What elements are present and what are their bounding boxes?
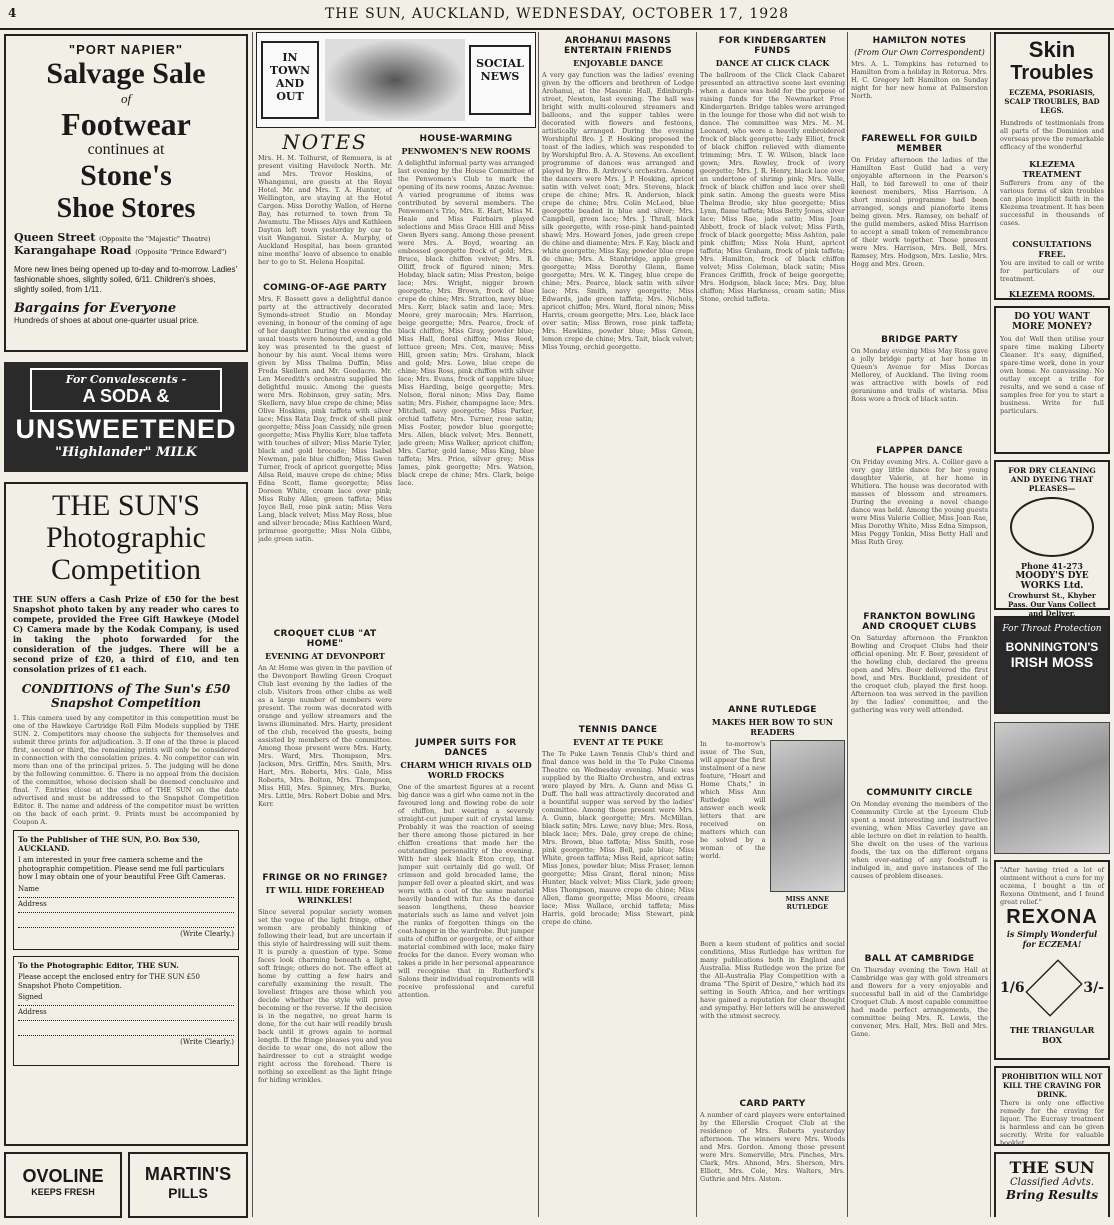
ad-headline: Troubles	[1010, 62, 1094, 84]
article-text: On Friday evening Mrs. A. Collier gave a very gay little dance for her young daughter Valerie, at her home in Whitiora. The house was decorated with masses of blossom and streamers. During the evening a novel change dance was held. Among the young guests were Miss Valerie Collier, Miss Joan Rae, Miss Dorothy White, Miss Edna Simpson, Miss Peggy Tonkin, Miss Betty Hall and Miss Ruth Grey.	[851, 458, 988, 546]
article-text: A very gay function was the ladies' evening given by the officers and brethren of Lodge Arohanui, at the Masonic Hall, Edinburgh-street, Newton, last evening. The hall was bright with multi-coloured streamers and balloons, and the supper tables were decorated with flowers and festoons, artistically arranged. During the evening Worshipful Bro. J. P. Hosking proposed the toast of the ladies, which was responded to by Worshipful Bro. A. A. Stevens. An excellent programme of dances was arranged and played by Bro. B. Ardrow's orchestra. Among the dancers were Mrs. J. P. Hosking, apricot satin with velvet coat; Mrs. Stevens, black crepe de chine; Mrs. R. Anderson, black crepe de chine; Mrs. Colin McLeod, blue georgette beaded in blue and silver; Mrs. Campbell, green lace; Mrs. J. Thrall, black silk georgette, with rose-pink hand-painted shawl; Mrs. Howard Jones, jade green crepe de chine and diamente; Mrs. F. Kay, black and white georgette; Miss Kay, powder blue crepe de chine; Mrs. A. Stanbridge, apple green georgette; Miss Dorothy Glenn, flame georgette; Mrs. W. K. Tingey, blue crepe de chine; Mrs. Pearce, black satin with silver lace; Mrs. Smith, navy georgette; Miss Edwards, jade green taffeta; Mrs. Nichols, apricot chiffon; Mrs. Ward, floral ninon; Miss Harris, cream georgette; Mrs. Lee, black lace over satin; Miss Brown, rose pink taffeta; Mrs. Hawkins, powder blue; Miss Green, lemon crepe de chine; Mrs. Tait, black velvet; Miss Young, orchid georgette.	[542, 71, 694, 351]
article-subheading: DANCE AT CLICK CLACK	[715, 58, 830, 68]
coupon-address: To the Publisher of THE SUN, P.O. Box 530, AUCKLAND.	[18, 835, 201, 853]
column-rule	[847, 32, 848, 1217]
coupon-body: Please accept the enclosed entry for THE SUN £50 Snapshot Photo Competition.	[18, 973, 200, 990]
article-text: On Saturday afternoon the Frankton Bowling and Croquet Clubs had their official opening. Mr. F. Beer, president of the bowling club, declared the greens open and Mrs. Beer delivered the first bowl, and Mrs. Buckland, president of the croquet club, played the first hoop. Afternoon tea was served in the pavilion by the ladies' committee, and the gathering was very well attended.	[851, 634, 988, 714]
article-heading: CARD PARTY	[739, 1099, 806, 1109]
column-rule	[990, 32, 991, 1217]
column-rule	[696, 32, 697, 1217]
ad-body: More new lines being opened up to-day and to-morrow. Ladies' fashionable shoes, slightly soiled, 6/11. Children's shoes, slightly soiled, from 1/11.	[14, 265, 237, 294]
masthead	[0, 0, 1114, 30]
article-text: On Thursday evening the Town Hall at Cambridge was gay with gold streamers and flowers for a very enjoyable and successful ball in aid of the Cambridge Croquet Club. A most capable committee had made perfect arrangements, the committee being Mrs. R. Lewis, the convener, Mrs. Hall, Mrs. Bell and Mrs. Gane.	[851, 966, 988, 1038]
ad-headline: UNSWEETENED	[15, 414, 237, 444]
woman-portrait	[994, 722, 1110, 854]
ad-kicker: "PORT NAPIER"	[68, 42, 184, 57]
signed-label: Signed	[18, 993, 43, 1001]
triangular-box-icon	[1025, 959, 1082, 1016]
article-heading: BALL AT CAMBRIDGE	[864, 954, 975, 964]
article-text: The ballroom of the Click Clack Cabaret presented an attractive scene last evening when a dance was held for the purpose of raising funds for the Newmarket Free Kindergarten. Bridge tables were arranged in the lounge for those who did not wish to dance. The committee was Mrs. M. M. Leonard, who wore a heavily embroidered frock of black georgette; Lady Elliot, frock of black chiffon relieved with diamente trimming; Mrs. T. W. Wilson, black lace gown; Mrs. Rowley, frock of ivory georgette; Mrs. J. R. Henry, black lace over an undertone of shrimp pink; Mrs. Valle, frock of black chiffon and lace over shell pink satin. Among the guests were Miss Thelma Brodie, sky blue georgette; Miss Lynn, flame taffeta; Miss Betty Jones, silver lace; Miss Rae, jade satin; Miss Joan Abbott, frock of black velvet; Miss Firth, frock of black georgette; Miss Ashton, pale pink chiffon; Miss Nola Hunt, apricot taffeta; Miss Graham, frock of pink taffeta; Mrs. Hamilton, frock of black chiffon velvet; Miss Coleman, black satin; Miss Frances Griffith, frock of beige georgette; Mrs. Hodgson, black lace; Mrs. Day, blue chiffon; Miss Harkness, cream satin; Miss Stone, orchid taffeta.	[700, 71, 845, 303]
ad-headline: Footwear	[61, 106, 191, 142]
article-heading: ANNE RUTLEDGE	[728, 705, 817, 715]
anne-article	[700, 740, 845, 940]
ovoline-ad	[4, 1152, 122, 1218]
article-heading: FLAPPER DANCE	[876, 446, 963, 456]
bonningtons-ad	[994, 616, 1110, 714]
ad-text: For Throat Protection	[1002, 624, 1102, 634]
address-label: Address	[18, 899, 47, 908]
article-heading: FOR KINDERGARTEN FUNDS	[718, 36, 827, 56]
ad-text: You are invited to call or write for particulars of our treatment.	[1000, 259, 1104, 283]
store-address: Karangahape Road	[14, 244, 132, 257]
article-heading: FRANKTON BOWLING AND CROQUET CLUBS	[862, 612, 977, 632]
ad-text: For Convalescents -	[65, 373, 187, 386]
banner-illustration	[325, 39, 465, 121]
article-heading: PROHIBITION WILL NOT KILL THE CRAVING FOR DRINK.	[1001, 1072, 1103, 1099]
ad-headline: Stone's	[80, 159, 172, 192]
sun-classified-ad	[994, 1152, 1110, 1217]
stones-shoe-ad	[4, 34, 248, 352]
banner-label: IN TOWN AND OUT	[261, 41, 319, 119]
competition-title: THE SUN'S	[52, 489, 200, 522]
anne-rutledge-photo	[770, 740, 845, 892]
address-note: (Opposite "Prince Edward")	[135, 248, 227, 256]
prohibition-article	[994, 1066, 1110, 1146]
ad-text: continues at	[87, 141, 165, 158]
ad-text: Hundreds of testimonials from all parts of the Dominion and overseas prove the remarkable efficacy of the wonderful	[1000, 119, 1104, 151]
ad-text: There is only one effective remedy for the craving for liquor. The Eucrasy treatment is harmless and can be given secretly. Write for valuable booklet.	[1000, 1099, 1104, 1147]
competition-title: Competition	[51, 553, 201, 586]
article-text: In to-morrow's issue of The Sun, will appear the first instalment of a new feature, "Heart and Home Chats," in which Miss Ann Rutledge will answer each week letters that are received on matters which can be solved by a woman of the world.	[700, 740, 766, 860]
article-text: Mrs. F. Bassett gave a delightful dance party at the attractively decorated Symonds-street Studio on Monday evening, in honour of the coming of age of her daughter. During the evening the usual toasts were honoured, and a gold key was presented to the guest of honour by his aunt. Vocal items were given by Miss Thelma Duffin, Miss Freda Skellern and Mr. Goodacre. Mr. Len Meredith's orchestra supplied the delightful music. Among the guests were Mrs. Robinson, grey satin; Mrs. Skellern, navy blue crepe de chine; Miss Olive Hoskins, pink taffeta with silver lace; Miss Rata Day, frock of shell pink georgette; Miss Joan Cassidy, nile green georgette; Miss Phyllis Kerr, blue taffeta with touches of silver; Miss Marie Tyler, black and gold brocade; Miss Isabel Newman, pale blue chiffon; Miss Gwen Turner, frock of apricot georgette; Miss Ailsa Reid, mauve crepe de chine; Miss Edna Scott, flame georgette; Miss Doreen White, cream lace over pink; Miss Ruby Allen, green taffeta; Miss Joyce Bell, rose pink satin; Miss Vera Lang, black velvet; Miss May Ross, blue and silver brocade; Miss Kathleen Ward, primrose georgette; Miss Nola Gibbs, jade green satin.	[258, 295, 392, 543]
ad-headline: Shoe Stores	[56, 193, 196, 224]
ad-text: Phone 41-273	[1020, 561, 1083, 571]
coupon-address: To the Photographic Editor, THE SUN.	[18, 961, 179, 970]
ad-text: is Simply Wonderful for ECZEMA!	[1006, 929, 1098, 949]
name-line[interactable]	[18, 885, 234, 898]
address-note: (Opposite the "Majestic" Theatre)	[99, 235, 211, 243]
article-text: An At Home was given in the pavilion of the Devonport Bowling Green Croquet Club last evening by the ladies of the club. Visitors from other clubs as well as a large number of members were present. The room was decorated with orange and yellow streamers and the lawns illuminated. Mrs. Harty, president of the club, received the guests, being assisted by members of the committee. Among those present were Mrs. Harty, Mrs. Ward, Mrs. Thompson, Mrs. Jackson, Mrs. Griffin, Mrs. Smith, Mrs. Hart, Mrs. Roberts, Mrs. Gale, Miss Roberts, Mrs. Bolton, Mrs. Thompson, Miss Hill, Mrs. Spinney, Mrs. Burke, Mrs. Little, Mrs. Robert Dobie and Mrs. Kerr.	[258, 664, 392, 808]
ad-headline: BONNINGTON'S	[1005, 640, 1099, 654]
article-heading: CROQUET CLUB "AT HOME"	[273, 629, 377, 649]
more-money-ad	[994, 306, 1110, 454]
social-column-1	[258, 130, 392, 1215]
column-5	[851, 32, 988, 1217]
ad-slogan: Bargains for Everyone	[14, 301, 177, 316]
article-heading: JUMPER SUITS FOR DANCES	[415, 738, 517, 758]
ad-text: Bring Results	[1005, 1188, 1099, 1202]
article-heading: TENNIS DANCE	[578, 725, 658, 735]
article-heading: BRIDGE PARTY	[881, 335, 958, 345]
ad-text: A SODA &	[82, 386, 170, 406]
klezema-ad	[994, 32, 1110, 300]
photo-caption: MISS ANNE RUTLEDGE	[785, 895, 830, 911]
ad-headline: IRISH MOSS	[1010, 654, 1094, 670]
article-subheading: (From Our Own Correspondent)	[854, 48, 985, 57]
write-clearly: (Write Clearly.)	[180, 929, 234, 938]
article-heading: HAMILTON NOTES	[872, 36, 967, 46]
martins-pills-ad	[128, 1152, 248, 1218]
article-text: The Te Puke Lawn Tennis Club's third and final dance was held in the Te Puke Cinema Theatre on Wednesday evening. Music was supplied by the Rialto Orchestra, and extras were played by Mrs. A. Gunn and Miss G. Duff. The hall was attractively decorated and a bountiful supper was served by the ladies' committee. Among those present were Mrs. A. Gunn, black georgette; Mrs. McMillan, black satin; Mrs. Lowe, navy blue; Mrs. Ross, black lace; Mrs. Dale, grey crepe de chine; Mrs. Brown, blue taffeta; Miss Smith, rose pink georgette; Miss Bell, pale blue; Miss White, green taffeta; Miss Reid, apricot satin; Miss Jones, powder blue; Miss Fraser, lemon georgette; Miss Grant, floral ninon; Miss Hunter, black velvet; Miss Clark, jade green; Miss Thompson, mauve crepe de chine; Miss Allen, flame georgette; Miss Moore, cream lace; Miss Wallace, orchid taffeta; Miss Harris, gold brocade; Miss Stewart, pink crepe de chine.	[542, 750, 694, 926]
name-label: Name	[18, 884, 40, 893]
article-heading: AROHANUI MASONS ENTERTAIN FRIENDS	[563, 36, 673, 56]
column-4	[700, 32, 845, 1217]
ad-subheading: KLEZEMA ROOMS.	[1008, 289, 1096, 299]
banner-label: SOCIAL NEWS	[469, 45, 531, 115]
social-column-2	[398, 130, 534, 1215]
page-marker: 4	[8, 6, 17, 20]
column-rule	[538, 32, 539, 1217]
ad-text: "After having tried a lot of ointment without a cure for my eczema, I bought a tin of Rexona Ointment, and I found great relief."	[1000, 866, 1104, 906]
article-subheading: PENWOMEN'S NEW ROOMS	[401, 146, 531, 156]
article-text: On Friday afternoon the ladies of the Hamilton East Guild had a very enjoyable afternoon in the Pearson's Hall, to bid farewell to one of their keenest members, Miss Harrison. A short musical programme had been arranged, songs and pianoforte items being given. Mrs. Ramsey, on behalf of the guild members, asked Miss Harrison to accept a small token of remembrance of their work together. Those present were Mrs. Harrison, Mrs. Bell, Mrs. Ramsey, Mrs. Hodgson, Mrs. Leslie, Mrs. Hogg and Mrs. Green.	[851, 156, 988, 268]
newspaper-title: THE SUN, AUCKLAND, WEDNESDAY, OCTOBER 17, 1928	[324, 6, 790, 22]
photo-competition	[4, 482, 248, 1146]
article-heading: COMING-OF-AGE PARTY	[263, 283, 387, 293]
ad-text: PILLS	[168, 1185, 208, 1201]
ad-subheading: CONSULTATIONS FREE.	[1012, 239, 1092, 259]
column-rule	[252, 32, 253, 1217]
article-heading: FRINGE OR NO FRINGE?	[262, 873, 388, 883]
column-3	[542, 32, 694, 1217]
ad-headline: OVOLINE	[22, 1166, 104, 1186]
ad-body: Hundreds of shoes at about one-quarter usual price.	[14, 316, 200, 325]
ad-text: "Highlander" MILK	[55, 445, 197, 460]
ad-headline: Skin	[1028, 37, 1076, 62]
article-text: Born a keen student of politics and social conditions, Miss Rutledge has written for many publications both in England and Australia. Miss Rutledge won the prize for the All-Australia Play Competition with a drama "The Spirit of Desire," which had its setting in South Africa, and her writings have gained a reputation for clear thought and sympathy. Her letters will be answered with the utmost secrecy.	[700, 940, 845, 1020]
article-heading: FAREWELL FOR GUILD MEMBER	[861, 134, 978, 154]
social-news-banner	[256, 32, 536, 128]
ad-text: KEEPS FRESH	[31, 1187, 95, 1197]
ad-column	[994, 32, 1110, 1217]
ad-text: THE TRIANGULAR BOX	[1009, 1025, 1095, 1045]
article-text: On Monday evening the members of the Community Circle at the Lyceum Club spent a most interesting and instructive evening, when Miss Caverley gave an able lecture on diet in relation to health. She dwelt on the uses of the various foods, the tax on the different organs when over-eating of any foodstuff is indulged in, and gave instances of the causes of problem diseases.	[851, 800, 988, 880]
ad-headline: Salvage Sale	[46, 57, 206, 90]
ad-headline: REXONA	[1006, 906, 1098, 928]
article-subheading: MAKES HER BOW TO SUN READERS	[711, 717, 834, 737]
competition-title: Photographic	[46, 521, 206, 554]
ad-headline: DO YOU WANT MORE MONEY?	[1012, 312, 1092, 332]
coupon-body: I am interested in your free camera scheme and the photographic competition. Please send me full particulars how I may obtain one of your beautiful Free Gift Cameras.	[18, 856, 226, 881]
ad-subheading: KLEZEMA TREATMENT	[1022, 159, 1082, 179]
article-subheading: CHARM WHICH RIVALS OLD WORLD FROCKS	[400, 760, 532, 780]
conditions-text: 1. This camera used by any competitor in this competition must be one of the Hawkeye Cartridge Roll Film Models supplied by THE SUN. 2. Competitors may choose the subjects for themselves and submit three prints for adjudication. 3. If one of the three is placed first, second or third, the remaining prints will only be considered in connection with the consolation prizes. 4. No competitor can win more than one of the principal prizes. 5. The judging will be done by the following committee. 6. There is no appeal from the decision of the committee, whose decision shall be deemed conclusive and final. 7. Entries close at the office of THE SUN on the date advertised and must be addressed to the Snapshot Competition Editor. 8. The name and address of the competitor must be written on the back of each print. 9. Prints must be accompanied by Coupon A.	[13, 714, 239, 826]
store-address: Queen Street	[14, 231, 96, 244]
article-text: On Monday evening Miss May Ross gave a jolly bridge party at her home in Queen's Avenue for Miss Dorcas Mellorey, of Auckland. The living room was attractive with bowls of red geraniums and trails of wistaria. Miss Ross wore a frock of black satin.	[851, 347, 988, 403]
address-line[interactable]	[18, 1008, 234, 1021]
highlander-milk-ad	[4, 362, 248, 472]
price-large: 3/-	[1083, 980, 1104, 996]
signed-line[interactable]	[18, 993, 234, 1006]
write-clearly: (Write Clearly.)	[180, 1038, 234, 1046]
article-heading: HOUSE-WARMING	[419, 134, 513, 144]
article-subheading: ENJOYABLE DANCE	[573, 58, 663, 68]
ad-text: You do! Well then utilise your spare time making Liberty Cleaner. It's easy, dignified, spare-time work, done in your own home. No canvassing. No outlay except a trifle for results, and we send a case of samples free for you to start a business. Write for full particulars.	[1000, 335, 1104, 415]
ad-headline: FOR DRY CLEANING AND DYEING THAT PLEASES—	[1008, 466, 1096, 493]
moodys-ad	[994, 460, 1110, 618]
ad-text: of	[120, 91, 132, 106]
coupon-request	[13, 830, 239, 950]
ad-text: MOODY'S DYE WORKS Ltd.	[1015, 571, 1089, 591]
ad-text: Sufferers from any of the various forms of skin troubles can place implicit faith in the Klezema treatment. It has been successful in thousands of cases.	[1000, 179, 1104, 227]
price-small: 1/6	[1000, 980, 1025, 996]
article-text: One of the smartest figures at a recent big dance was a girl who came not in the favoured long and flowing robe de soir of chiffon, but wearing a severely straight-cut jumper suit of crystal lame. Probably it was the reaction of seeing her there among those pictured in her chiffon creations that made her the outstanding personality of the evening. With her sleek black Eton crop, that jumper suit certainly did go well. Of crimson and gold brocaded lame, the jumper fell over a pleated skirt, and was worn with a coat of the same material heavily banded with fur. As the dance season lengthens, these heavier materials such as lame and velvet join the ranks of forgotten things on the coat-hanger in the wardrobe. But jumper suits of chiffon or georgette, or of either material combined with lace, make fairy frocks for the dance. Every woman who takes a pride in her personal appearance will recognise that in Rutherford's Salons their individual requirements will receive professional and careful attention.	[398, 783, 534, 999]
address-line[interactable]	[18, 915, 234, 928]
address-line[interactable]	[18, 900, 234, 913]
article-subheading: IT WILL HIDE FOREHEAD WRINKLES!	[265, 885, 385, 905]
rexona-ad	[994, 860, 1110, 1060]
ad-headline: THE SUN	[1009, 1158, 1095, 1177]
address-label: Address	[18, 1008, 47, 1016]
ad-subheading: ECZEMA, PSORIASIS, SCALP TROUBLES, BAD LEGS.	[1004, 88, 1100, 115]
article-text: Mrs. H. M. Tolhurst, of Remuera, is at present visiting Havelock North. Mr. and Mrs. Trevor Hoskins, of Whanganui, are guests at the Royal Hotel. Mr. and Mrs. T. A. Hunter, of Wellington, are staying at the Hotel Cargen. Miss Dorothy Wallon, of Herne Bay, has returned to town from Te Awamutu. The Misses Alys and Kathleen Dayton left town yesterday by car to visit Wanganui. Sister A. Murphy, of Auckland Hospital, has been granted nine months' leave of absence to enable her to go to St. Helena Hospital.	[258, 154, 392, 266]
notes-title: NOTES	[282, 130, 368, 154]
article-text: Since several popular society women set the vogue of the light fringe, other women are probably thinking of following their lead, but are uncertain if this style of hairdressing will suit them. It is purely a question of type. Some faces look charming beneath a light, soft fringe; others do not. The effect at home by cutting a few hairs and carefully examining the result. The loveliest fringes are those which you decide whether the style will prove becoming or the reverse. If the decision is in the negative, no great harm is done, for the cut hair will readily brush back until it grows again to normal length. If the fringe pleases you and you decide to wear one, do not allow the hairdresser to cut a straight wedge right across the forehead. There is nothing so excellent as the light fringe for hiding wrinkles.	[258, 908, 392, 1084]
competition-body: THE SUN offers a Cash Prize of £50 for the best Snapshot photo taken by any reader who cares to compete, provided the Free Gift Hawkeye (Model C) Camera made by the Kodak Company, is used in taking the photo forwarded for the consideration of the judges. There will be a second prize of £20, a third of £10, and ten consolation prizes of £1 each.	[13, 594, 239, 674]
article-text: A delightful informal party was arranged last evening by the House Committee of the Penwomen's Club to mark the opening of its new rooms, Anzac Avenue. A varied programme of items was contributed by several members. The Penwomen's Trio, Mrs. E. Hart, Miss M. Heale and Miss Fairbairn played selections and Miss Grace Hill and Miss Gwen Byers sang. Among those present were Mrs. A. Boyd, wearing an embossed georgette frock of gold; Mrs. Bruce, black chiffon velvet; Mrs. R. Olliff, frock of figured ninon; Mrs. Hobday, black satin; Miss Preston, beige lace; Mrs. Wright, nigger brown georgette; Mrs. Brown, frock of blue crepe de chine; Mrs. Stratton, navy blue; Mrs. Kerr, black satin and lace; Mrs. Moore, grey marocain; Mrs. Harrison, beige georgette; Mrs. Pearce, frock of black chiffon; Miss Gray, powder blue; Miss Hall, floral chiffon; Miss Reed, lettuce green; Mrs. Cox, mauve; Miss Hill, green satin; Mrs. Graham, black and gold; Mrs. Lowe, blue crepe de chine; Miss Ross, pink chiffon with silver lace; Mrs. Evans, frock of sapphire blue; Miss Harding, beige georgette; Mrs. Nelson, floral ninon; Miss Day, flame satin; Mrs. Fisher, champagne lace; Mrs. Mitchell, navy georgette; Miss Parker, orchid taffeta; Mrs. Turner, rose satin; Miss Foster, powder blue georgette; Mrs. Allen, black velvet; Mrs. Bennett, jade green; Miss Walker, apricot chiffon; Mrs. Carter, gold lame; Miss King, blue taffeta; Mrs. Price, silver grey; Miss James, pink georgette; Mrs. Watson, black crepe de chine; Mrs. Clark, beige lace.	[398, 159, 534, 487]
ad-headline: MARTIN'S	[144, 1164, 232, 1184]
ad-text: Crowhurst St., Khyber Pass. Our Vans Collect and Deliver.	[1008, 591, 1096, 618]
article-text: A number of card players were entertained by the Ellerslie Croquet Club at the residence of Mrs. Roberts yesterday afternoon. The winners were Mrs. Woods and Mrs. Gordon. Among those present were Mrs. Somerville, Mrs. Pinches, Mrs. Clark, Mrs. Ahnond, Mrs. Sherson, Mrs. Elliott, Mrs. Cole, Mrs. Walters, Mrs. Guthrie and Mrs. Alston.	[700, 1111, 845, 1183]
article-subheading: EVENING AT DEVONPORT	[265, 651, 385, 661]
ad-text: Classified Advts.	[1009, 1177, 1095, 1188]
article-heading: COMMUNITY CIRCLE	[866, 788, 973, 798]
address-line[interactable]	[18, 1023, 234, 1036]
conditions-title: CONDITIONS of The Sun's £50 Snapshot Competition	[21, 682, 231, 710]
article-subheading: EVENT AT TE PUKE	[573, 737, 663, 747]
article-text: Mrs. A. L. Tompkins has returned to Hamilton from a holiday in Rotorua. Mrs. H. C. Gregory left Hamilton on Sunday night for her new home at Palmerston North.	[851, 60, 988, 100]
moody-logo	[1010, 497, 1094, 557]
coupon-entry	[13, 956, 239, 1066]
